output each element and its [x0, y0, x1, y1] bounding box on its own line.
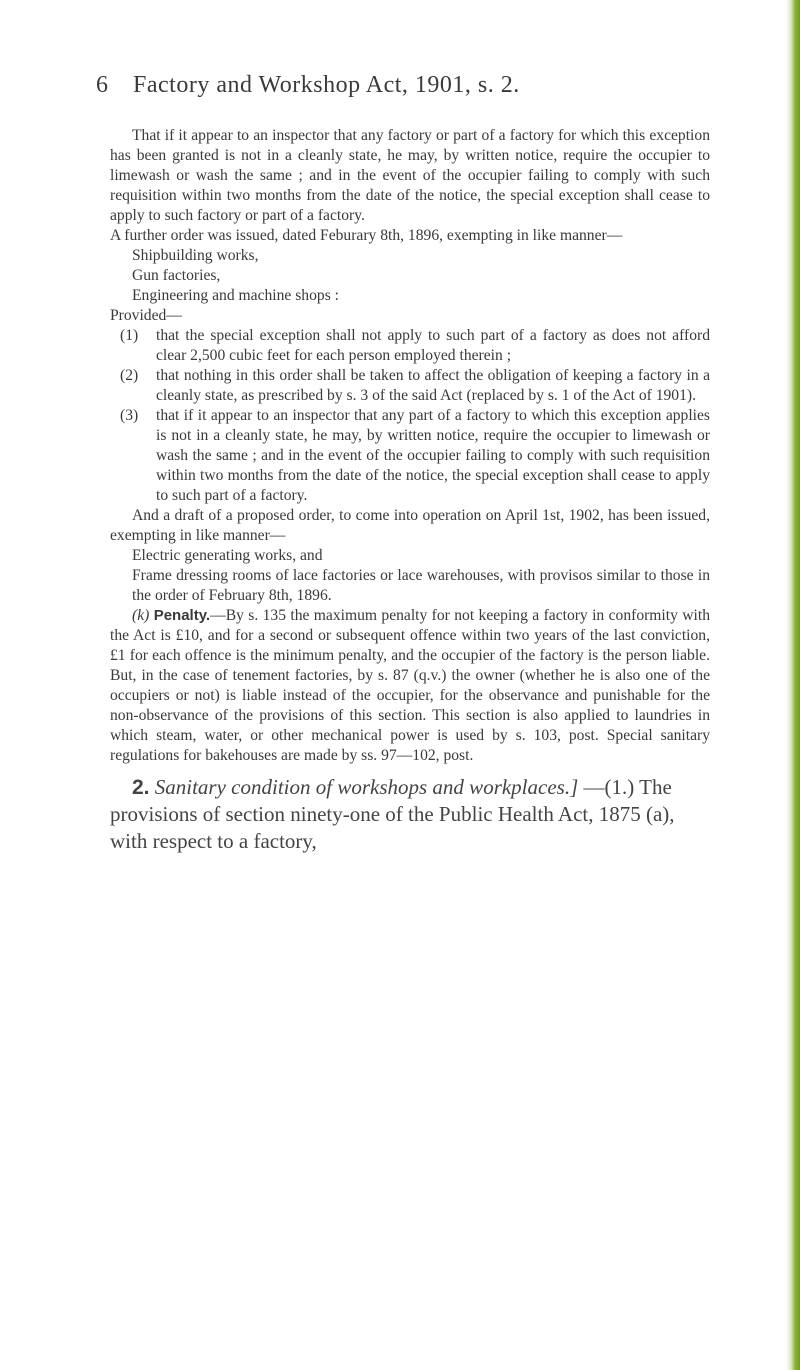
section-text: —(1.) The provisions of section ninety-one of the Public Health Act, 1875 (a), with respect to a factory,	[110, 775, 675, 853]
list-item: Shipbuilding works,	[132, 247, 259, 264]
page-body	[110, 126, 710, 855]
proviso-2	[110, 366, 710, 406]
proviso-text: that if it appear to an inspector that any part of a factory to which this exception applies is not in a cleanly state, he may, by written notice, require the occupier to limewash or wash the same ; and in the event of the occupier failing to comply with such requisition within two months from the date of the notice, the special exception shall cease to apply to such part of a factory.	[156, 407, 710, 504]
proviso-number: (2)	[120, 367, 139, 384]
penalty-text: —By s. 135 the maximum penalty for not keeping a factory in conformity with the Act is £10, and for a second or subsequent offence within two years of the last conviction, £1 for each offence is the minimum penalty, and the occupier of the factory is the person liable. But, in the case of tenement factories, by s. 87 (q.v.) the owner (whether he is also one of the occupiers or not) is liable instead of the occupier, for the observance and punishable for the non-observance of the provisions of this section. This section is also applied to laundries in which steam, water, or other mechanical power is used by s. 103, post. Special sanitary regulations for bakehouses are made by ss. 97—102, post.	[110, 607, 710, 764]
running-header	[96, 72, 716, 99]
page-edge	[786, 0, 800, 1370]
provided-label: Provided—	[110, 307, 182, 324]
proviso-number: (3)	[120, 407, 139, 424]
proviso-text: that the special exception shall not apply to such part of a factory as does not afford clear 2,500 cubic feet for each person employed therein ;	[156, 327, 710, 364]
footnote-label: (k)	[132, 607, 150, 624]
list-item: Electric generating works, and	[132, 547, 323, 564]
list-item: Frame dressing rooms of lace factories or lace warehouses, with provisos similar to those in the order of February 8th, 1896.	[132, 567, 710, 604]
section-title: Sanitary condition of workshops and workplaces.]	[154, 775, 579, 799]
proviso-3	[110, 406, 710, 506]
section-2	[110, 774, 710, 855]
penalty-paragraph	[110, 606, 710, 766]
proviso-text: that nothing in this order shall be taken to affect the obligation of keeping a factory in a cleanly state, as prescribed by s. 3 of the said Act (replaced by s. 1 of the Act of 1901).	[156, 367, 710, 404]
running-title: Factory and Workshop Act, 1901, s. 2.	[133, 72, 520, 98]
penalty-heading: Penalty.	[153, 607, 211, 624]
exempt-list-1	[110, 246, 710, 306]
proviso-number: (1)	[120, 327, 139, 344]
page-number: 6	[96, 72, 109, 98]
section-number: 2.	[132, 776, 150, 799]
list-item: Engineering and machine shops :	[132, 287, 339, 304]
draft-order-paragraph: And a draft of a proposed order, to come into operation on April 1st, 1902, has been issued, exempting in like manner—	[110, 507, 710, 544]
exempt-list-2	[110, 546, 710, 606]
list-item: Gun factories,	[132, 267, 221, 284]
proviso-1	[110, 326, 710, 366]
further-order-paragraph: A further order was issued, dated Feburary 8th, 1896, exempting in like manner—	[110, 227, 623, 244]
intro-paragraph: That if it appear to an inspector that any factory or part of a factory for which this exception has been granted is not in a cleanly state, he may, by written notice, require the occupier to limewash or wash the same ; and in the event of the occupier failing to comply with such requisition within two months from the date of the notice, the special exception shall cease to apply to such factory or part of a factory.	[110, 127, 710, 224]
